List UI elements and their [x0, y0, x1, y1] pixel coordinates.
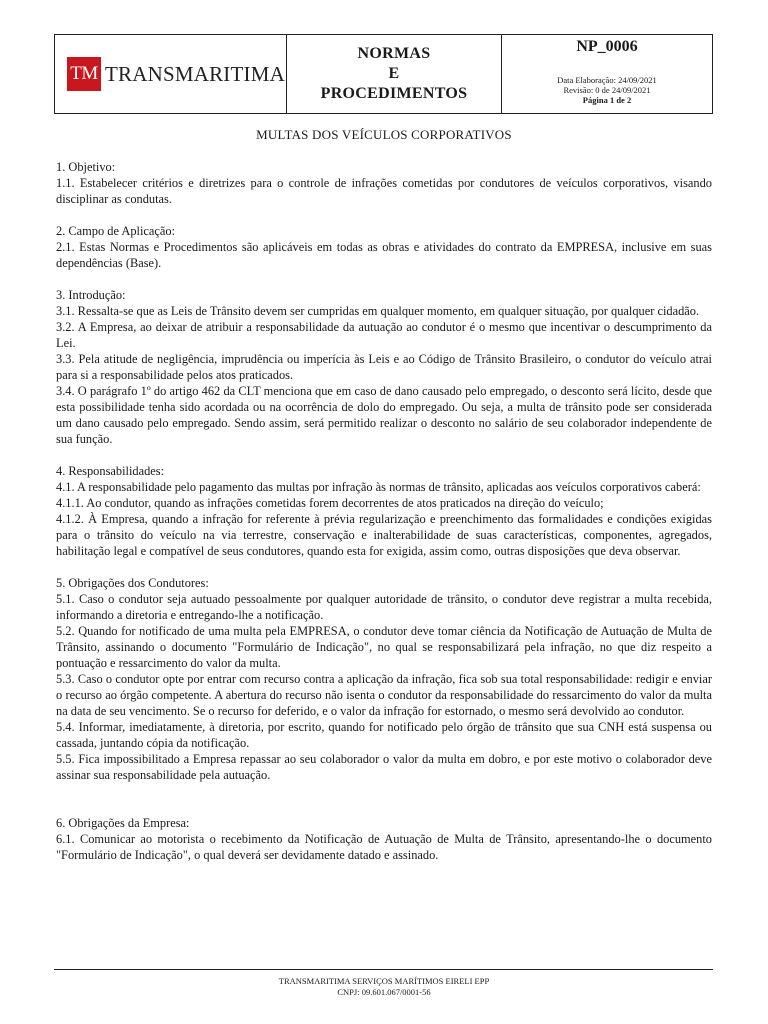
paragraph: 2.1. Estas Normas e Procedimentos são aplicáveis em todas as obras e atividades do contrato da EMPRESA, inclusive em suas dependências (Base). — [56, 240, 712, 270]
document-code: NP_0006 — [576, 38, 638, 55]
paragraph: 3.1. Ressalta-se que as Leis de Trânsito devem ser cumpridas em qualquer momento, em qualquer situação, por qualquer cidadão. — [56, 304, 700, 318]
elaboration-date: Data Elaboração: 24/09/2021 — [557, 75, 657, 85]
section-heading: 1. Objetivo: — [56, 160, 116, 174]
paragraph: 4.1.2. À Empresa, quando a infração for referente à prévia regularização e preenchimento das formalidades e condições exigidas para o trânsito do veículo na via terrestre, conservação e inalterabilidade de suas características, componentes, agregados, habilitação legal e compatível de seus condutores, quando esta for exigida, assim como, outras disposições que deva observar. — [56, 512, 712, 558]
section-heading: 5. Obrigações dos Condutores: — [56, 576, 209, 590]
document-title: MULTAS DOS VEÍCULOS CORPORATIVOS — [256, 127, 512, 142]
footer-cnpj: CNPJ: 09.601.067/0001-56 — [337, 987, 431, 997]
paragraph: 3.4. O parágrafo 1º do artigo 462 da CLT menciona que em caso de dano causado pelo empregado, o desconto será lícito, desde que esta possibilidade tenha sido acordada ou na ocorrência de dolo do empregado. Ou seja, a multa de trânsito pode ser considerada um dano causado pelo empregado. Sendo assim, será permitido realizar o desconto no salário de seu colaborador independente de sua função. — [56, 384, 712, 446]
header-title — [287, 35, 502, 113]
company-logo — [55, 35, 287, 113]
footer-divider — [54, 969, 713, 970]
paragraph: 5.5. Fica impossibilitado a Empresa repassar ao seu colaborador o valor da multa em dobro, e por este motivo o colaborador deve assinar sua responsabilidade pela autuação. — [56, 752, 712, 782]
header-title-line-3: PROCEDIMENTOS — [320, 85, 468, 102]
document-header — [54, 34, 713, 114]
revision: Revisão: 0 de 24/09/2021 — [563, 85, 651, 95]
header-meta — [502, 35, 712, 113]
paragraph: 4.1.1. Ao condutor, quando as infrações cometidas forem decorrentes de atos praticados na direção do veículo; — [56, 496, 604, 510]
page-footer — [0, 976, 768, 998]
paragraph: 1.1. Estabelecer critérios e diretrizes para o controle de infrações cometidas por condutores de veículos corporativos, visando disciplinar as condutas. — [56, 176, 712, 206]
footer-company: TRANSMARITIMA SERVIÇOS MARÍTIMOS EIRELI EPP — [278, 976, 490, 986]
paragraph: 5.1. Caso o condutor seja autuado pessoalmente por qualquer autoridade de trânsito, o condutor deve registrar a multa recebida, informando a diretoria e entregando-lhe a notificação. — [56, 592, 712, 622]
paragraph: 3.3. Pela atitude de negligência, imprudência ou imperícia às Leis e ao Código de Trânsito Brasileiro, o condutor do veículo atrai para si a responsabilidade pelos atos praticados. — [56, 352, 712, 382]
section-heading: 6. Obrigações da Empresa: — [56, 816, 190, 830]
paragraph: 5.2. Quando for notificado de uma multa pela EMPRESA, o condutor deve tomar ciência da Notificação de Autuação de Multa de Trânsito, assinando o documento "Formulário de Indicação", no qual se responsabilizará pela infração, no que diz respeito a pontuação e ressarcimento do valor da multa. — [56, 624, 712, 670]
section-heading: 2. Campo de Aplicação: — [56, 224, 176, 238]
header-title-line-1: NORMAS — [357, 45, 431, 62]
logo-mark: TM — [67, 57, 101, 91]
paragraph: 3.2. A Empresa, ao deixar de atribuir a responsabilidade da autuação ao condutor é o mesmo que incentivar o descumprimento da Lei. — [56, 320, 712, 350]
paragraph: 4.1. A responsabilidade pelo pagamento das multas por infração às normas de trânsito, aplicadas aos veículos corporativos caberá: — [56, 480, 701, 494]
header-title-line-2: E — [388, 65, 400, 82]
document-dates — [502, 75, 712, 105]
section-heading: 3. Introdução: — [56, 288, 126, 302]
paragraph: 6.1. Comunicar ao motorista o recebimento da Notificação de Autuação de Multa de Trânsito, apresentando-lhe o documento "Formulário de Indicação", o qual deverá ser devidamente datado e assinado. — [56, 832, 712, 862]
logo-name: TRANSMARITIMA — [105, 61, 285, 86]
section-heading: 4. Responsabilidades: — [56, 464, 165, 478]
document-body — [56, 159, 712, 863]
paragraph: 5.3. Caso o condutor opte por entrar com recurso contra a aplicação da infração, fica sob sua total responsabilidade: redigir e enviar o recurso ao órgão competente. A abertura do recurso não isenta o condutor da responsabilidade do ressarcimento do valor da multa na data de seu vencimento. Se o recurso for deferido, e o valor da infração for estornado, o mesmo será devolvido ao condutor. — [56, 672, 712, 718]
page-number: Página 1 de 2 — [582, 95, 632, 105]
paragraph: 5.4. Informar, imediatamente, à diretoria, por escrito, quando for notificado pelo órgão de trânsito que sua CNH está suspensa ou cassada, juntando cópia da notificação. — [56, 720, 712, 750]
